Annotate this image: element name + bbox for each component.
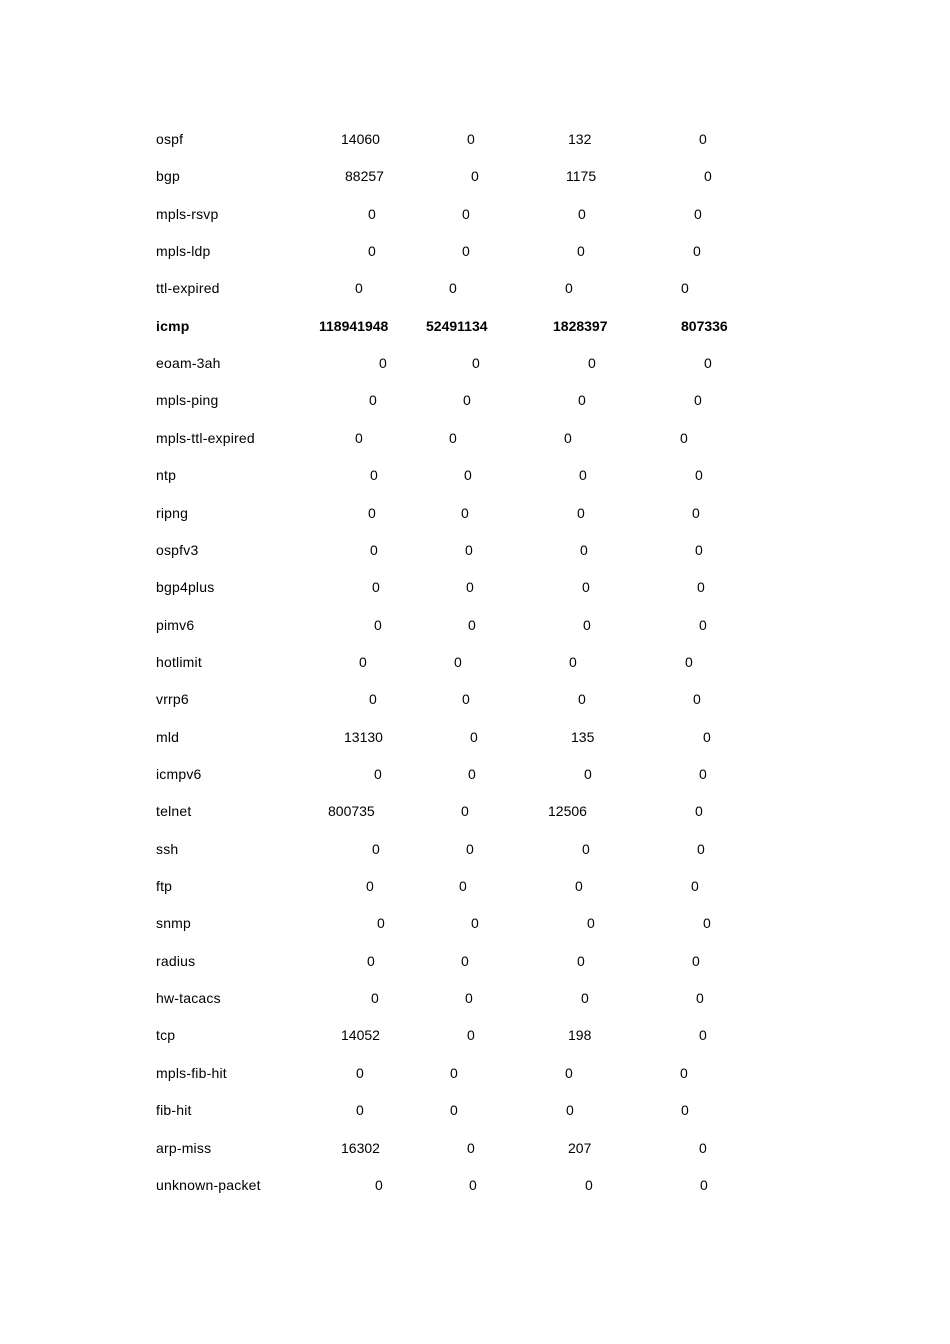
protocol-name: eoam-3ah <box>156 355 221 372</box>
stat-value-col4: 0 <box>697 579 705 596</box>
stat-value-col2: 0 <box>461 952 469 969</box>
stat-value-col4: 0 <box>696 990 704 1007</box>
protocol-name: mld <box>156 728 180 745</box>
stat-value-col4: 0 <box>699 766 707 782</box>
stat-value-col3: 0 <box>583 616 591 633</box>
table-row <box>0 503 950 523</box>
protocol-name: ssh <box>156 840 179 857</box>
table-row <box>0 1175 950 1195</box>
table-row <box>0 951 950 971</box>
protocol-name: hw-tacacs <box>156 990 221 1007</box>
stat-value-col3: 0 <box>577 243 585 260</box>
stat-value-col1: 0 <box>355 429 363 446</box>
stat-value-col4: 0 <box>681 280 689 297</box>
table-row <box>0 428 950 448</box>
stat-value-col1: 0 <box>370 541 378 558</box>
stat-value-col3: 0 <box>578 205 586 222</box>
stat-value-col4: 0 <box>695 467 703 484</box>
stat-value-col4: 0 <box>691 878 699 894</box>
protocol-name: unknown-packet <box>156 1176 261 1193</box>
stat-value-col1: 0 <box>369 392 377 409</box>
protocol-name: ntp <box>156 467 177 484</box>
stat-value-col3: 0 <box>569 653 577 670</box>
protocol-name: mpls-fib-hit <box>156 1064 227 1081</box>
stat-value-col3: 0 <box>588 355 596 372</box>
stat-value-col3: 0 <box>566 1102 574 1119</box>
table-row <box>0 988 950 1008</box>
stat-value-col3: 0 <box>579 467 587 484</box>
stat-value-col3: 132 <box>568 131 592 147</box>
stat-value-col4: 0 <box>704 355 712 372</box>
stat-value-col1: 0 <box>371 990 379 1007</box>
stat-value-col1: 0 <box>368 205 376 222</box>
stat-value-col3: 198 <box>568 1027 592 1044</box>
stat-value-col3: 0 <box>584 766 592 782</box>
stat-value-col3: 0 <box>565 280 573 297</box>
stat-value-col2: 0 <box>463 392 471 409</box>
stat-value-col2: 0 <box>461 803 469 820</box>
stat-value-col4: 0 <box>700 1176 708 1193</box>
stat-value-col3: 0 <box>578 392 586 409</box>
table-row <box>0 577 950 597</box>
stat-value-col3: 0 <box>582 840 590 857</box>
stat-value-col4: 0 <box>693 691 701 708</box>
table-row <box>0 1138 950 1158</box>
stat-value-col2: 0 <box>450 1064 458 1081</box>
protocol-name: fib-hit <box>156 1102 192 1119</box>
stat-value-col4: 0 <box>685 653 693 670</box>
stat-value-col2: 0 <box>465 990 473 1007</box>
stat-value-col2: 0 <box>465 541 473 558</box>
stat-value-col1: 0 <box>356 1102 364 1119</box>
stat-value-col1: 0 <box>355 280 363 297</box>
stat-value-col1: 14052 <box>341 1027 380 1044</box>
table-row <box>0 166 950 186</box>
stat-value-col4: 0 <box>699 1139 707 1156</box>
stat-value-col1: 0 <box>368 504 376 521</box>
protocol-name: telnet <box>156 803 192 820</box>
stat-value-col2: 0 <box>462 243 470 260</box>
stat-value-col2: 0 <box>469 1176 477 1193</box>
stat-value-col1: 0 <box>359 653 367 670</box>
stat-value-col3: 0 <box>577 952 585 969</box>
stat-value-col3: 0 <box>578 691 586 708</box>
stat-value-col2: 0 <box>466 579 474 596</box>
stat-value-col2: 0 <box>461 504 469 521</box>
protocol-name: pimv6 <box>156 616 195 633</box>
protocol-name: ospfv3 <box>156 541 199 558</box>
stat-value-col2: 0 <box>450 1102 458 1119</box>
stat-value-col3: 0 <box>587 915 595 932</box>
table-row <box>0 839 950 859</box>
stat-value-col1: 118941948 <box>319 317 389 334</box>
stat-value-col1: 16302 <box>341 1139 380 1156</box>
stat-value-col1: 0 <box>370 467 378 484</box>
protocol-name: ripng <box>156 504 189 521</box>
stat-value-col3: 0 <box>577 504 585 521</box>
table-row <box>0 1025 950 1045</box>
stat-value-col4: 0 <box>695 541 703 558</box>
stat-value-col2: 0 <box>462 205 470 222</box>
protocol-name: mpls-ldp <box>156 243 211 260</box>
stat-value-col2: 0 <box>468 766 476 782</box>
protocol-name: hotlimit <box>156 653 202 670</box>
protocol-name: icmp <box>156 317 190 334</box>
table-row <box>0 204 950 224</box>
table-row <box>0 129 950 149</box>
table-row <box>0 353 950 373</box>
stat-value-col4: 0 <box>699 131 707 147</box>
stat-value-col3: 0 <box>575 878 583 894</box>
stat-value-col1: 0 <box>366 878 374 894</box>
stat-value-col1: 0 <box>372 579 380 596</box>
stat-value-col1: 0 <box>374 616 382 633</box>
stat-value-col2: 0 <box>449 429 457 446</box>
stat-value-col1: 14060 <box>341 131 380 147</box>
stat-value-col4: 0 <box>694 205 702 222</box>
stat-value-col3: 207 <box>568 1139 592 1156</box>
stat-value-col4: 0 <box>703 728 711 745</box>
stat-value-col2: 0 <box>467 1027 475 1044</box>
table-row <box>0 241 950 261</box>
protocol-name: bgp4plus <box>156 579 215 596</box>
stat-value-col4: 807336 <box>681 317 728 334</box>
stat-value-col2: 0 <box>462 691 470 708</box>
stat-value-col3: 0 <box>580 541 588 558</box>
stat-value-col3: 0 <box>582 579 590 596</box>
stat-value-col3: 0 <box>585 1176 593 1193</box>
stat-value-col2: 0 <box>459 878 467 894</box>
stat-value-col4: 0 <box>693 243 701 260</box>
stat-value-col4: 0 <box>680 429 688 446</box>
stat-value-col1: 800735 <box>328 803 375 820</box>
stat-value-col1: 0 <box>372 840 380 857</box>
stat-value-col4: 0 <box>694 392 702 409</box>
stat-value-col3: 1828397 <box>553 317 608 334</box>
stat-value-col4: 0 <box>692 504 700 521</box>
stat-value-col1: 0 <box>375 1176 383 1193</box>
stat-value-col2: 0 <box>471 168 479 185</box>
stat-value-col3: 0 <box>564 429 572 446</box>
stat-value-col2: 52491134 <box>426 317 488 334</box>
stat-value-col2: 0 <box>468 616 476 633</box>
table-row <box>0 652 950 672</box>
stat-value-col4: 0 <box>680 1064 688 1081</box>
protocol-name: vrrp6 <box>156 691 189 708</box>
stat-value-col3: 12506 <box>548 803 587 820</box>
stat-value-col4: 0 <box>697 840 705 857</box>
stat-value-col4: 0 <box>695 803 703 820</box>
stat-value-col4: 0 <box>699 616 707 633</box>
stat-value-col3: 135 <box>571 728 595 745</box>
protocol-name: mpls-ttl-expired <box>156 429 255 446</box>
stat-value-col2: 0 <box>467 1139 475 1156</box>
stat-value-col2: 0 <box>472 355 480 372</box>
protocol-name: ttl-expired <box>156 280 220 297</box>
table-row <box>0 913 950 933</box>
table-row <box>0 1100 950 1120</box>
protocol-name: bgp <box>156 168 180 185</box>
stat-value-col3: 1175 <box>566 168 597 185</box>
stat-value-col1: 13130 <box>344 728 383 745</box>
protocol-name: radius <box>156 952 196 969</box>
stat-value-col1: 0 <box>368 243 376 260</box>
protocol-name: mpls-ping <box>156 392 219 409</box>
protocol-name: snmp <box>156 915 192 932</box>
protocol-name: ftp <box>156 878 173 894</box>
stat-value-col4: 0 <box>699 1027 707 1044</box>
stat-value-col1: 0 <box>356 1064 364 1081</box>
stat-value-col4: 0 <box>681 1102 689 1119</box>
stat-value-col2: 0 <box>470 728 478 745</box>
stat-value-col4: 0 <box>703 915 711 932</box>
stat-value-col2: 0 <box>466 840 474 857</box>
table-row <box>0 689 950 709</box>
protocol-name: tcp <box>156 1027 176 1044</box>
table-row <box>0 1063 950 1083</box>
stat-value-col1: 88257 <box>345 168 384 185</box>
stat-value-col2: 0 <box>467 131 475 147</box>
protocol-name: arp-miss <box>156 1139 212 1156</box>
stat-value-col1: 0 <box>377 915 385 932</box>
stat-value-col3: 0 <box>565 1064 573 1081</box>
protocol-name: mpls-rsvp <box>156 205 219 222</box>
stat-value-col4: 0 <box>704 168 712 185</box>
table-row <box>0 615 950 635</box>
stat-value-col1: 0 <box>367 952 375 969</box>
stat-value-col4: 0 <box>692 952 700 969</box>
table-row <box>0 540 950 560</box>
table-row <box>0 465 950 485</box>
table-row <box>0 278 950 298</box>
stat-value-col2: 0 <box>454 653 462 670</box>
table-row <box>0 876 950 896</box>
stat-value-col1: 0 <box>374 766 382 782</box>
protocol-name: ospf <box>156 131 184 147</box>
protocol-name: icmpv6 <box>156 766 202 782</box>
table-row <box>0 316 950 336</box>
stat-value-col2: 0 <box>464 467 472 484</box>
stat-value-col1: 0 <box>379 355 387 372</box>
stat-value-col3: 0 <box>581 990 589 1007</box>
table-row <box>0 801 950 821</box>
table-row <box>0 727 950 747</box>
stat-value-col2: 0 <box>449 280 457 297</box>
table-row <box>0 764 950 784</box>
table-row <box>0 390 950 410</box>
stat-value-col1: 0 <box>369 691 377 708</box>
stat-value-col2: 0 <box>471 915 479 932</box>
